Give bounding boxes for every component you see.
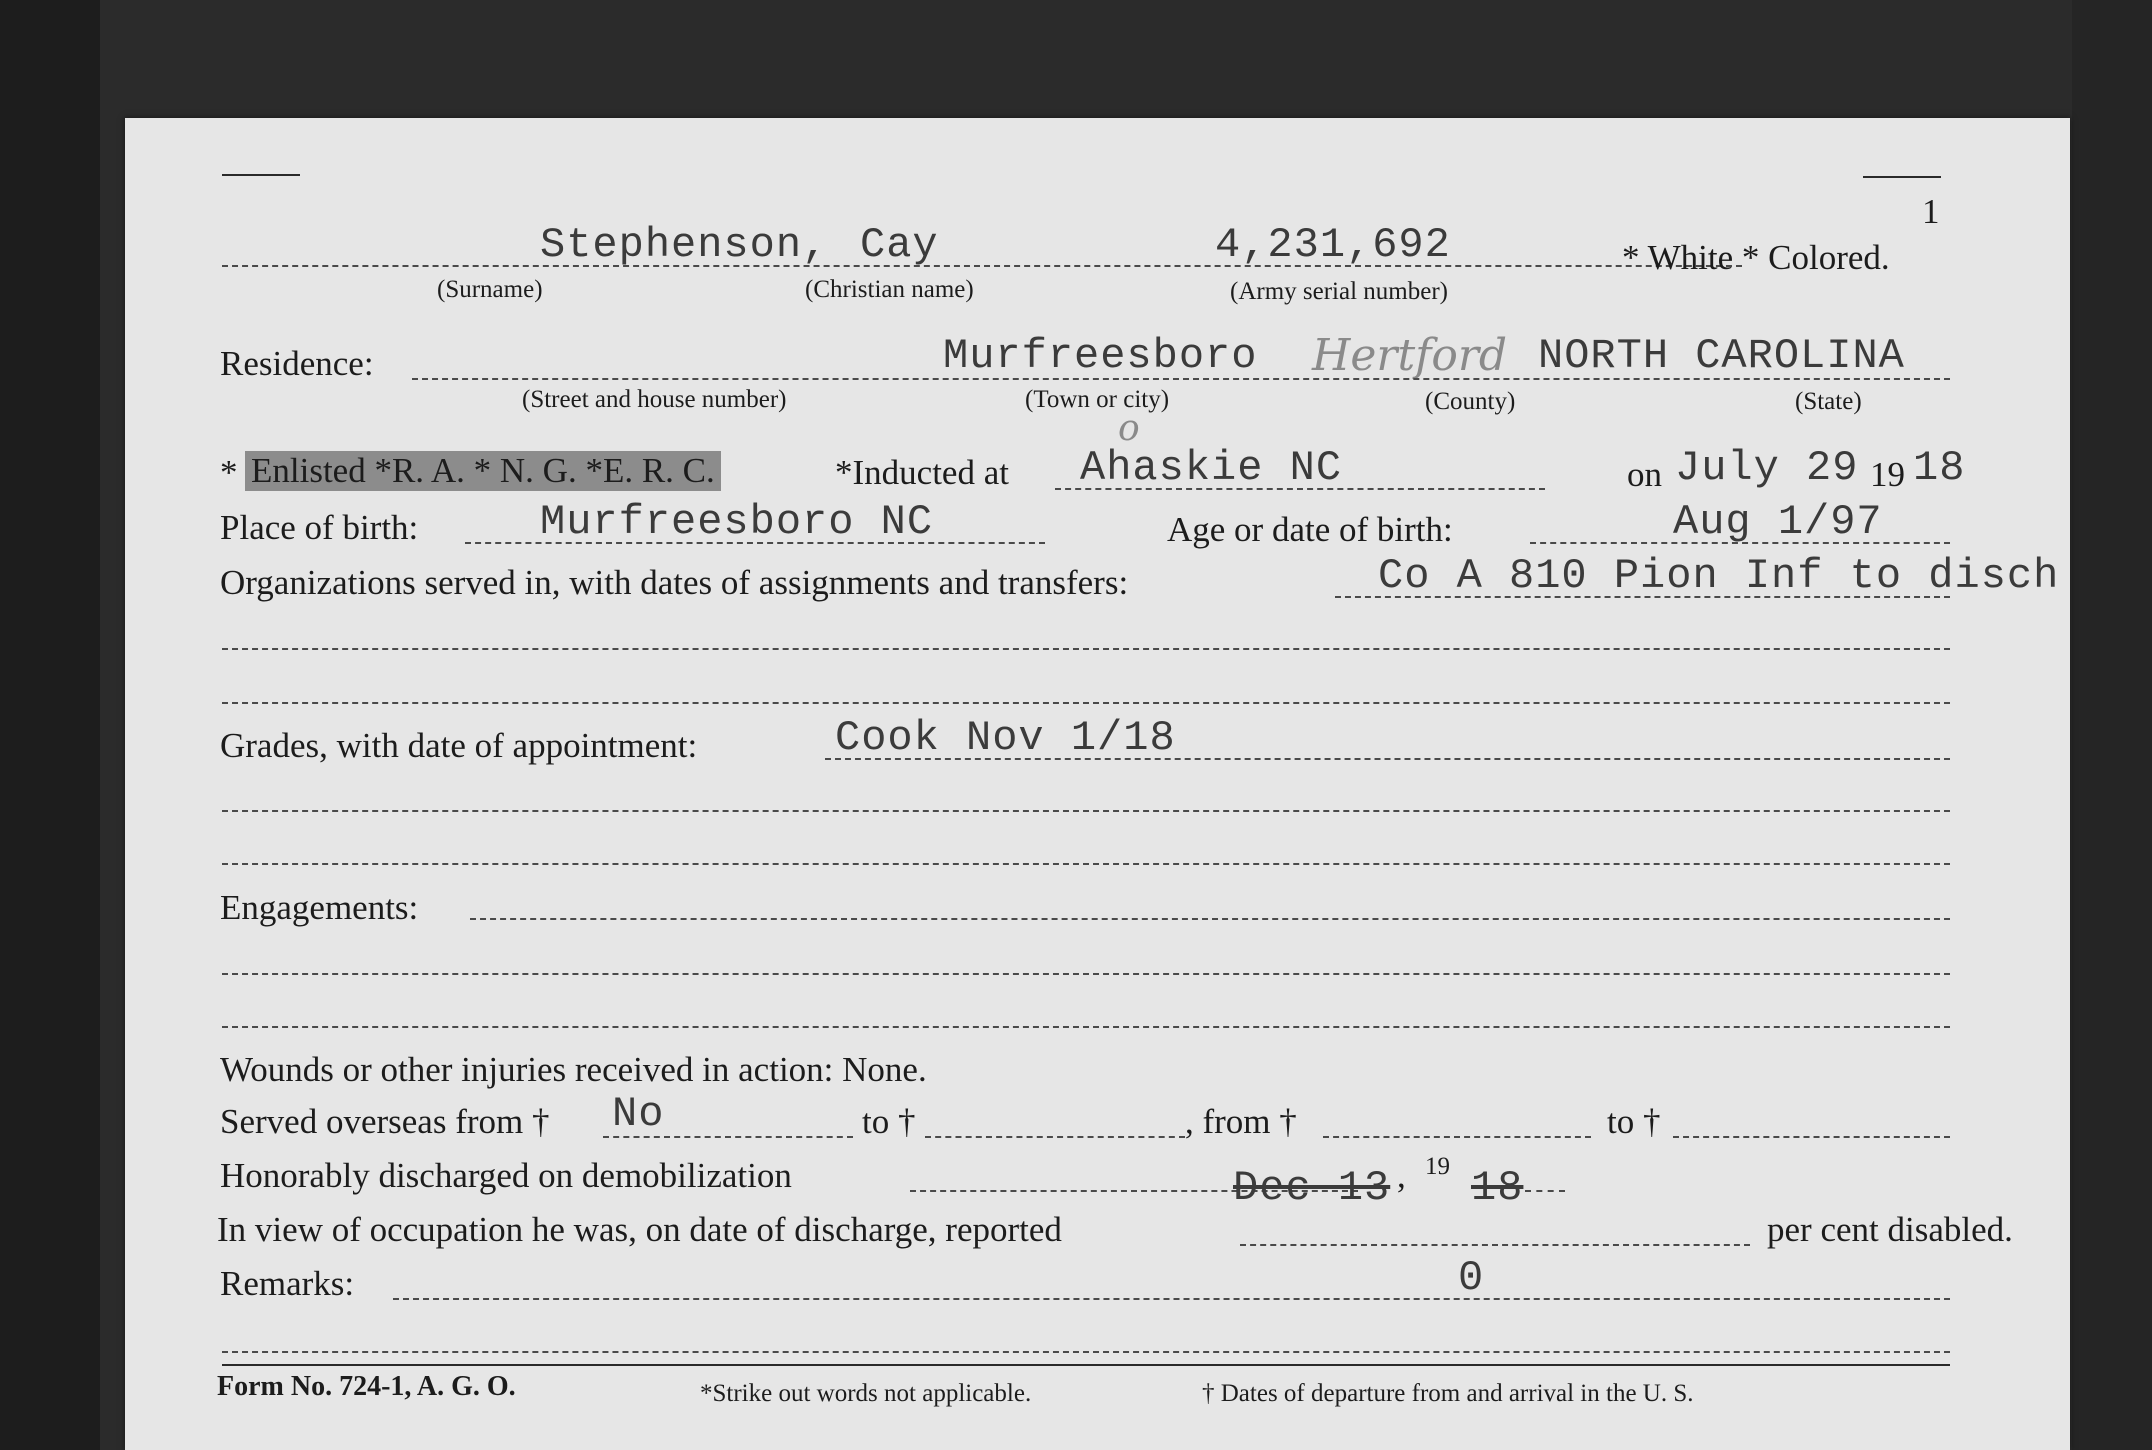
top-left-rule — [222, 174, 300, 176]
grades-line-3 — [222, 863, 1950, 865]
overseas-from-label-2: , from † — [1185, 1102, 1297, 1141]
inducted-label: *Inducted at — [835, 453, 1009, 492]
service-type-options: Enlisted *R. A. * N. G. *E. R. C. — [245, 451, 721, 491]
engagements-line-2 — [222, 973, 1950, 975]
discharge-comma: , — [1397, 1156, 1406, 1195]
scan-border-left — [0, 0, 100, 1450]
wounds-label: Wounds or other injuries received in action: None. — [220, 1050, 927, 1089]
caption-surname: (Surname) — [437, 276, 543, 303]
christian-name-value: Cay — [860, 221, 939, 269]
overseas-to-label-1: to † — [862, 1102, 916, 1141]
inducted-place-correction: o — [1118, 408, 1140, 449]
age-value: Aug 1/97 — [1673, 498, 1883, 546]
grades-value: Cook Nov 1/18 — [835, 714, 1176, 762]
birth-place-line — [465, 542, 1045, 544]
engagements-label: Engagements: — [220, 888, 419, 927]
overseas-from-line — [603, 1136, 853, 1138]
age-line — [1530, 542, 1950, 544]
footer-rule — [222, 1364, 1950, 1366]
service-asterisk: * — [220, 453, 238, 492]
organizations-line-2 — [222, 648, 1950, 650]
birth-place-label: Place of birth: — [220, 508, 419, 547]
service-record-card — [125, 118, 2070, 1450]
caption-state: (State) — [1795, 388, 1862, 415]
percent-disabled-label: per cent disabled. — [1767, 1210, 2013, 1249]
surname-value: Stephenson, — [540, 221, 829, 269]
dates-note: † Dates of departure from and arrival in the U. S. — [1202, 1380, 1694, 1407]
organizations-value: Co A 810 Pion Inf to disch — [1378, 552, 2060, 600]
grades-line-1 — [825, 758, 1950, 760]
caption-serial-number: (Army serial number) — [1230, 278, 1448, 305]
town-value: Murfreesboro — [943, 332, 1258, 380]
caption-christian-name: (Christian name) — [805, 276, 974, 303]
overseas-from-value: No — [612, 1090, 665, 1138]
race-options: * White * Colored. — [1622, 238, 1890, 277]
serial-number-value: 4,231,692 — [1215, 221, 1451, 269]
form-number: Form No. 724-1, A. G. O. — [217, 1371, 516, 1402]
residence-label: Residence: — [220, 344, 374, 383]
age-label: Age or date of birth: — [1167, 510, 1453, 549]
organizations-line-3 — [222, 702, 1950, 704]
caption-street: (Street and house number) — [522, 386, 787, 413]
organizations-line-1 — [1335, 596, 1950, 598]
occupation-line — [1240, 1244, 1750, 1246]
disabled-percent-value: 0 — [1458, 1254, 1485, 1302]
inducted-year-value: 18 — [1913, 444, 1966, 492]
inducted-place-value: Ahaskie NC — [1080, 444, 1343, 492]
discharge-year-prefix: 19 — [1425, 1153, 1450, 1180]
remarks-label: Remarks: — [220, 1264, 355, 1303]
overseas-to-line-2 — [1673, 1136, 1950, 1138]
name-line — [222, 265, 1742, 267]
grades-label: Grades, with date of appointment: — [220, 726, 698, 765]
discharge-date-value: Dec 13 — [1233, 1164, 1391, 1212]
caption-county: (County) — [1425, 388, 1516, 415]
inducted-date-value: July 29 — [1675, 444, 1859, 492]
caption-town: (Town or city) — [1025, 386, 1170, 413]
county-value: Hertford — [1312, 330, 1508, 381]
discharge-line-2 — [1525, 1190, 1565, 1192]
overseas-to-line-1 — [925, 1136, 1185, 1138]
engagements-line-3 — [222, 1026, 1950, 1028]
discharge-year-value: 18 — [1471, 1164, 1524, 1212]
occupation-label: In view of occupation he was, on date of discharge, reported — [217, 1210, 1062, 1249]
strike-out-note: *Strike out words not applicable. — [700, 1380, 1032, 1407]
inducted-place-line — [1055, 488, 1545, 490]
overseas-from-line-2 — [1323, 1136, 1591, 1138]
top-right-rule — [1863, 176, 1941, 178]
remarks-line-2 — [222, 1351, 1950, 1353]
on-label: on — [1627, 455, 1662, 494]
residence-line — [412, 378, 1950, 380]
grades-line-2 — [222, 810, 1950, 812]
remarks-line-1 — [393, 1298, 1950, 1300]
discharge-label: Honorably discharged on demobilization — [220, 1156, 792, 1195]
engagements-line-1 — [470, 918, 1950, 920]
card-number: 1 — [1922, 192, 1940, 231]
state-value: NORTH CAROLINA — [1538, 332, 1905, 380]
inducted-year-prefix: 19 — [1870, 455, 1905, 494]
birth-place-value: Murfreesboro NC — [540, 498, 934, 546]
organizations-label: Organizations served in, with dates of assignments and transfers: — [220, 563, 1129, 602]
scan-border-right — [2072, 0, 2152, 1450]
overseas-to-label-2: to † — [1607, 1102, 1661, 1141]
overseas-from-label: Served overseas from † — [220, 1102, 550, 1141]
